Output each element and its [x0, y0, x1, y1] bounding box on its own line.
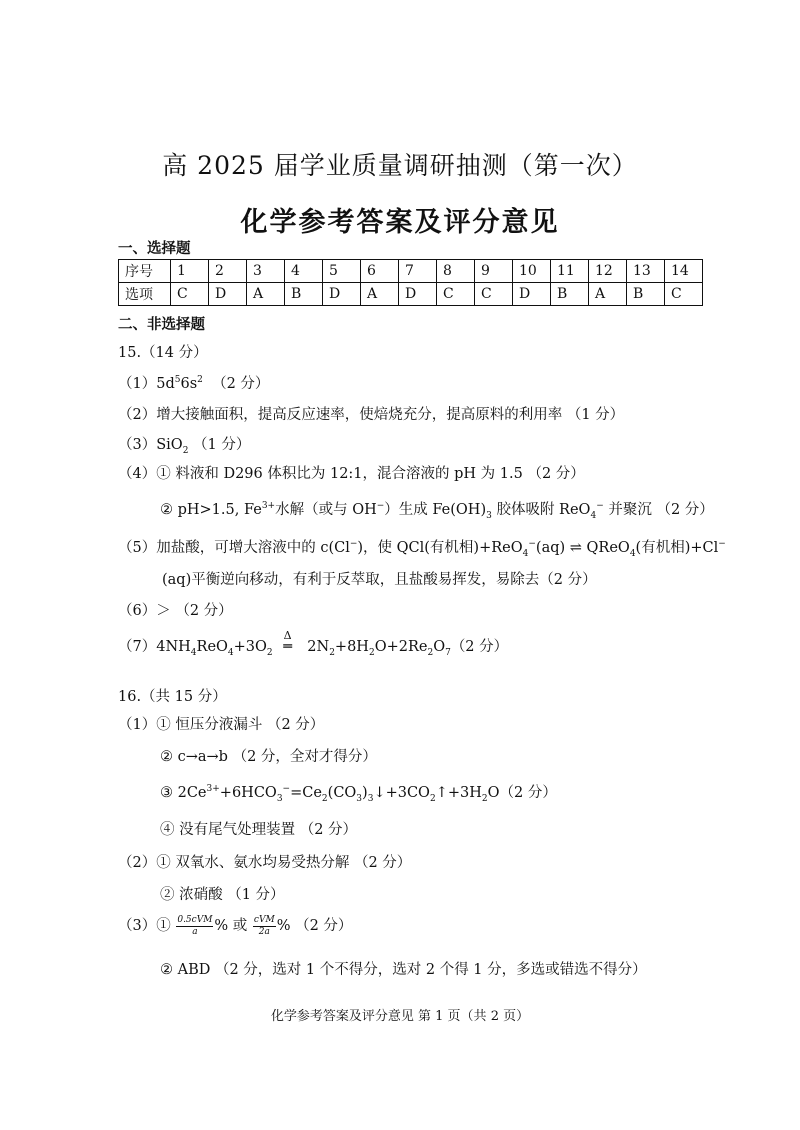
q16-answer-2-2: ② 浓硝酸 （1 分）	[160, 887, 285, 903]
question-number: 2	[209, 260, 247, 283]
text: （7）4NH	[118, 639, 191, 655]
text: O（2 分）	[487, 785, 557, 801]
text: % （2 分）	[276, 918, 353, 934]
text: 2N	[302, 639, 330, 655]
text: 6s	[180, 376, 198, 392]
text: ③ 2Ce	[160, 785, 207, 801]
sub: 2	[368, 647, 375, 658]
sup: −	[349, 539, 358, 550]
text: (aq) ⇌ QReO	[535, 540, 630, 556]
sup: −	[596, 501, 604, 512]
text: （2 分）	[450, 639, 509, 655]
answer-cell: B	[285, 283, 323, 306]
q15-answer-4-2	[160, 498, 714, 521]
answer-cell: C	[665, 283, 703, 306]
answer-cell: C	[475, 283, 513, 306]
numerator: cVM	[253, 914, 275, 925]
text: O	[433, 639, 446, 655]
numerator: 0.5cVM	[177, 914, 213, 925]
table-row-numbers	[119, 260, 703, 283]
text: +6HCO	[219, 785, 277, 801]
question-number: 11	[551, 260, 589, 283]
answer-cell: C	[437, 283, 475, 306]
answer-cell: D	[399, 283, 437, 306]
sup: 2	[197, 375, 203, 386]
text: =Ce	[290, 785, 322, 801]
exam-title: 高 2025 届学业质量调研抽测（第一次）	[162, 151, 638, 180]
q15-answer-5	[118, 536, 726, 559]
answer-cell: D	[209, 283, 247, 306]
answer-cell: A	[361, 283, 399, 306]
equals-sign: ═	[283, 639, 293, 655]
q15-answer-6: （6）＞ （2 分）	[118, 603, 233, 619]
sub: 2	[427, 647, 434, 658]
delta-symbol: Δ	[283, 629, 292, 642]
sub: 3	[367, 793, 374, 804]
question-number: 10	[513, 260, 551, 283]
fraction-2	[253, 915, 276, 938]
sub: 4	[190, 647, 197, 658]
sub: 2	[481, 793, 488, 804]
sub: 3	[276, 793, 283, 804]
q16-title: 16.（共 15 分）	[118, 689, 227, 705]
sup: −	[528, 539, 536, 550]
answer-table	[118, 259, 703, 306]
sub: 2	[321, 793, 328, 804]
answer-cell: A	[589, 283, 627, 306]
q15-answer-5-cont: (aq)平衡逆向移动，有利于反萃取，且盐酸易挥发，易除去（2 分）	[162, 572, 597, 588]
sup: 3+	[206, 784, 220, 795]
question-number: 12	[589, 260, 627, 283]
row-label-option: 选项	[119, 283, 171, 306]
q16-answer-1-4: ④ 没有尾气处理装置 （2 分）	[160, 822, 358, 838]
row-label-number: 序号	[119, 260, 171, 283]
text: （1）5d	[118, 376, 175, 392]
sup: −	[282, 784, 291, 795]
question-number: 6	[361, 260, 399, 283]
answer-cell: C	[171, 283, 209, 306]
q16-answer-1-2: ② c→a→b （2 分，全对才得分）	[160, 749, 377, 765]
q15-answer-2: （2）增大接触面积，提高反应速率，使焙烧充分，提高原料的利用率 （1 分）	[118, 407, 625, 423]
q15-title: 15.（14 分）	[118, 345, 208, 361]
sub: 2	[182, 445, 189, 456]
text: ② pH>1.5, Fe	[160, 502, 262, 518]
text: (CO	[327, 785, 357, 801]
sub: 2	[429, 793, 436, 804]
answer-cell: A	[247, 283, 285, 306]
text: ↑+3H	[435, 785, 482, 801]
sub: 3	[486, 510, 492, 521]
question-number: 8	[437, 260, 475, 283]
question-number: 7	[399, 260, 437, 283]
text: ↓+3CO	[373, 785, 430, 801]
table-row-answers	[119, 283, 703, 306]
sup: −	[376, 501, 385, 512]
sup: 5	[174, 375, 181, 386]
text: +8H	[334, 639, 369, 655]
document-subtitle: 化学参考答案及评分意见	[240, 207, 560, 238]
text: )，使 QCl(有机相)+ReO	[357, 540, 523, 556]
answer-cell: B	[551, 283, 589, 306]
text: （1 分）	[188, 437, 251, 453]
denominator: a	[192, 926, 198, 937]
answer-cell: B	[627, 283, 665, 306]
text: % 或	[214, 918, 252, 934]
text: （3）①	[118, 918, 176, 934]
answer-cell: D	[513, 283, 551, 306]
q16-answer-2-1: （2）① 双氧水、氨水均易受热分解 （2 分）	[118, 855, 412, 871]
q15-answer-3	[118, 433, 250, 456]
text: O+2Re	[374, 639, 428, 655]
heating-arrow	[273, 629, 303, 655]
text: ReO	[196, 639, 228, 655]
fraction-1	[176, 915, 213, 938]
text: (有机相)+Cl	[635, 540, 719, 556]
text: +3O	[233, 639, 267, 655]
sub: 4	[590, 510, 597, 521]
text: 并聚沉 （2 分）	[603, 502, 714, 518]
section-heading-choice: 一、选择题	[118, 241, 191, 257]
text: （5）加盐酸，可增大溶液中的 c(Cl	[118, 540, 350, 556]
question-number: 3	[247, 260, 285, 283]
q15-answer-4: （4）① 料液和 D296 体积比为 12:1，混合溶液的 pH 为 1.5 （2 分）	[118, 466, 585, 482]
sub: 4	[522, 548, 529, 559]
section-heading-nonchoice: 二、非选择题	[118, 317, 205, 333]
text: （3）SiO	[118, 437, 183, 453]
text: 胶体吸附 ReO	[491, 502, 591, 518]
question-number: 4	[285, 260, 323, 283]
denominator: 2a	[258, 926, 270, 937]
sub: 3	[356, 793, 363, 804]
question-number: 1	[171, 260, 209, 283]
q16-answer-1-1: （1）① 恒压分液漏斗 （2 分）	[118, 717, 325, 733]
q16-answer-1-3	[160, 781, 557, 804]
q16-answer-3-2: ② ABD （2 分，选对 1 个不得分，选对 2 个得 1 分，多选或错选不得分）	[160, 962, 647, 978]
q15-answer-1	[118, 372, 269, 393]
sup: 3+	[261, 501, 276, 512]
sub: 4	[629, 548, 636, 559]
sub: 2	[329, 647, 335, 658]
question-number: 5	[323, 260, 361, 283]
question-number: 14	[665, 260, 703, 283]
q15-answer-7	[118, 629, 509, 658]
text: )	[362, 785, 368, 801]
question-number: 9	[475, 260, 513, 283]
page-footer: 化学参考答案及评分意见 第 1 页（共 2 页）	[270, 1009, 530, 1024]
score: （2 分）	[212, 376, 270, 392]
text: 水解（或与 OH	[275, 502, 377, 518]
sup: −	[718, 539, 726, 550]
sub: 4	[227, 647, 234, 658]
answer-cell: D	[323, 283, 361, 306]
sub: 7	[445, 647, 451, 658]
text: ）生成 Fe(OH)	[384, 502, 487, 518]
question-number: 13	[627, 260, 665, 283]
sub: 2	[266, 647, 273, 658]
q16-answer-3-1	[118, 914, 352, 938]
